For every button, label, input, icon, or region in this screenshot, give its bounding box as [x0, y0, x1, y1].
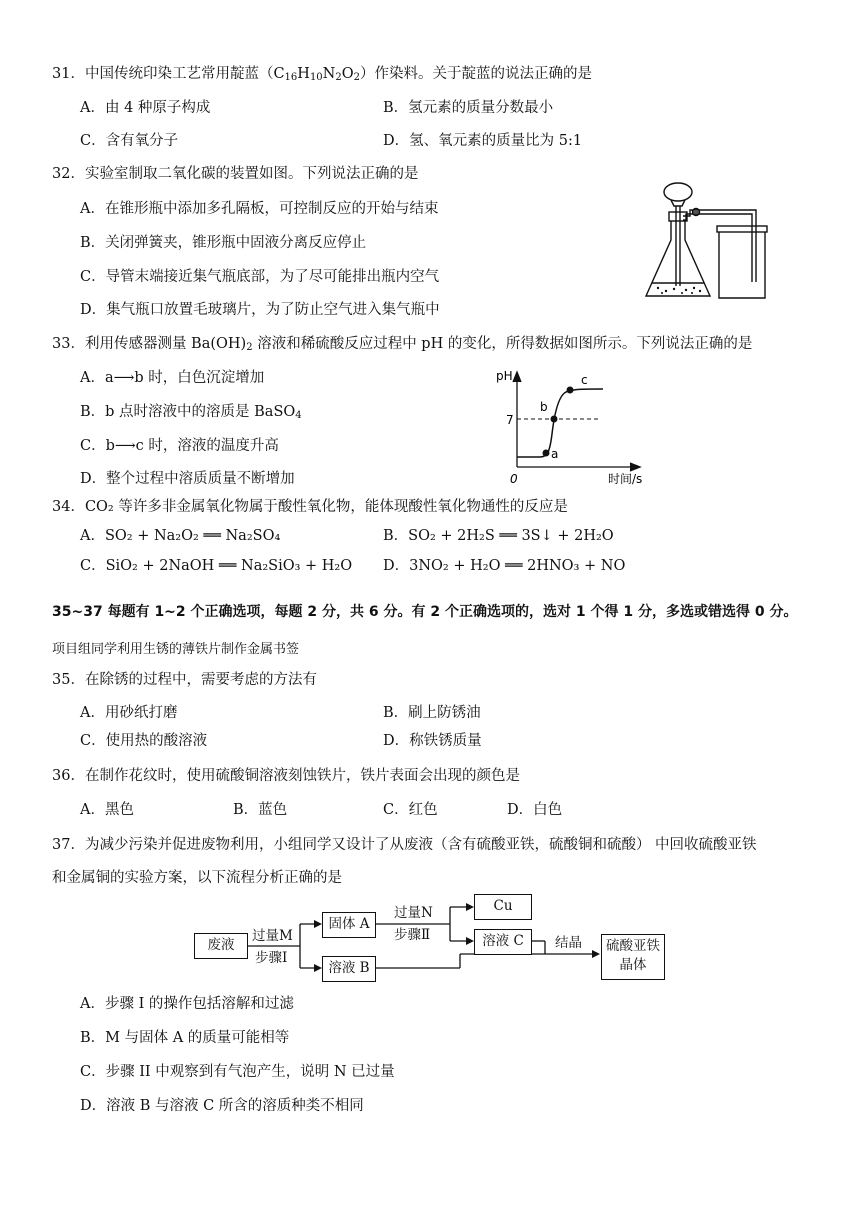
q33-stem: 33．利用传感器测量 $Ba(OH)_2$ 溶液和稀硫酸反应过程中 pH 的变化，所得数据如图所示。下列说法正确的是 [52, 336, 753, 353]
project-intro: 项目组同学利用生锈的薄铁片制作金属书签 [52, 642, 300, 657]
origin-label: 0 [510, 472, 518, 486]
excess-n-label: 过量N [394, 905, 433, 921]
q34-option-d[interactable]: D．3NO₂ + H₂O ══ 2HNO₃ + NO [383, 558, 626, 574]
q34-stem: 34．CO₂ 等许多非金属氧化物属于酸性氧化物，能体现酸性氧化物通性的反应是 [52, 499, 568, 515]
q33-option-b[interactable]: B．b 点时溶液中的溶质是 BaSO$_4$ [80, 404, 302, 421]
step2-label: 步骤Ⅱ [394, 927, 431, 943]
ph-curve-figure [488, 362, 648, 490]
ph-curve [517, 389, 603, 457]
point-c-label: c [581, 373, 588, 387]
q32-option-a[interactable]: A．在锥形瓶中添加多孔隔板，可控制反应的开始与结束 [80, 201, 439, 217]
solution-b-box: 溶液 B [322, 956, 376, 982]
excess-m-label: 过量M [252, 928, 293, 944]
q32-stem: 32．实验室制取二氧化碳的装置如图。下列说法正确的是 [52, 166, 419, 182]
q36-option-b[interactable]: B．蓝色 [233, 802, 288, 818]
q35-option-c[interactable]: C．使用热的酸溶液 [80, 733, 208, 749]
point-a-label: a [551, 447, 559, 461]
q33-option-a[interactable]: A．a⟶b 时，白色沉淀增加 [80, 370, 265, 386]
crystallize-label: 结晶 [555, 935, 582, 951]
x-axis-label: 时间/s [608, 472, 643, 486]
q31-option-b[interactable]: B．氢元素的质量分数最小 [383, 100, 554, 116]
q36-stem: 36．在制作花纹时，使用硫酸铜溶液刻蚀铁片，铁片表面会出现的颜色是 [52, 768, 520, 784]
y-axis-label: pH [496, 369, 513, 383]
q37-stem-line1: 37．为减少污染并促进废物利用，小组同学又设计了从废液（含有硫酸亚铁，硫酸铜和硫酸） 中回收硫酸亚铁 [52, 837, 757, 853]
point-b-label: b [540, 400, 548, 414]
q34-option-a[interactable]: A．SO₂ + Na₂O₂ ══ Na₂SO₄ [80, 528, 281, 544]
section-instructions: 35~37 每题有 1~2 个正确选项，每题 2 分，共 6 分。有 2 个正确选项的，选对 1 个得 1 分，多选或错选得 0 分。 [52, 604, 798, 620]
q35-option-a[interactable]: A．用砂纸打磨 [80, 705, 178, 721]
q37-stem-line2: 和金属铜的实验方案，以下流程分析正确的是 [52, 870, 342, 886]
q33-option-d[interactable]: D．整个过程中溶质质量不断增加 [80, 471, 295, 487]
q37-option-c[interactable]: C．步骤 II 中观察到有气泡产生，说明 N 已过量 [80, 1064, 395, 1080]
q31-stem: 31．中国传统印染工艺常用靛蓝$(C_{16}H_{10}N_2O_2)$作染料。关于靛蓝的说法正确的是 [52, 66, 592, 83]
solution-c-box: 溶液 C [474, 929, 532, 955]
q34-option-b[interactable]: B．SO₂ + 2H₂S ══ 3S↓ + 2H₂O [383, 528, 614, 544]
cu-box: Cu [474, 894, 532, 920]
q32-option-c[interactable]: C．导管末端接近集气瓶底部，为了尽可能排出瓶内空气 [80, 269, 440, 285]
q35-option-b[interactable]: B．刷上防锈油 [383, 705, 481, 721]
q37-option-b[interactable]: B．M 与固体 A 的质量可能相等 [80, 1030, 290, 1046]
q36-option-a[interactable]: A．黑色 [80, 802, 134, 818]
ph7-tick: 7 [506, 413, 514, 427]
co2-apparatus-figure [638, 180, 778, 305]
q37-option-d[interactable]: D．溶液 B 与溶液 C 所含的溶质种类不相同 [80, 1098, 364, 1114]
q35-option-d[interactable]: D．称铁锈质量 [383, 733, 482, 749]
waste-liquid-box: 废液 [194, 933, 248, 959]
q31-option-a[interactable]: A．由 4 种原子构成 [80, 100, 211, 116]
q36-option-d[interactable]: D．白色 [507, 802, 563, 818]
q34-option-c[interactable]: C．SiO₂ + 2NaOH ══ Na₂SiO₃ + H₂O [80, 558, 353, 574]
q35-stem: 35．在除锈的过程中，需要考虑的方法有 [52, 672, 317, 688]
q32-option-b[interactable]: B．关闭弹簧夹，锥形瓶中固液分离反应停止 [80, 235, 367, 251]
point-c [567, 387, 574, 394]
ferrous-sulfate-crystal-box: 硫酸亚铁 晶体 [601, 934, 665, 980]
q31-option-d[interactable]: D．氢、氧元素的质量比为 5:1 [383, 133, 583, 149]
point-b [551, 416, 558, 423]
q31-option-c[interactable]: C．含有氧分子 [80, 133, 179, 149]
step1-label: 步骤Ⅰ [255, 950, 288, 966]
q33-option-c[interactable]: C．b⟶c 时，溶液的温度升高 [80, 438, 279, 454]
q37-option-a[interactable]: A．步骤 I 的操作包括溶解和过滤 [80, 996, 294, 1012]
point-a [543, 450, 550, 457]
recovery-flowchart [190, 890, 670, 985]
solid-a-box: 固体 A [322, 912, 376, 938]
q36-option-c[interactable]: C．红色 [383, 802, 438, 818]
q32-option-d[interactable]: D．集气瓶口放置毛玻璃片，为了防止空气进入集气瓶中 [80, 302, 440, 318]
